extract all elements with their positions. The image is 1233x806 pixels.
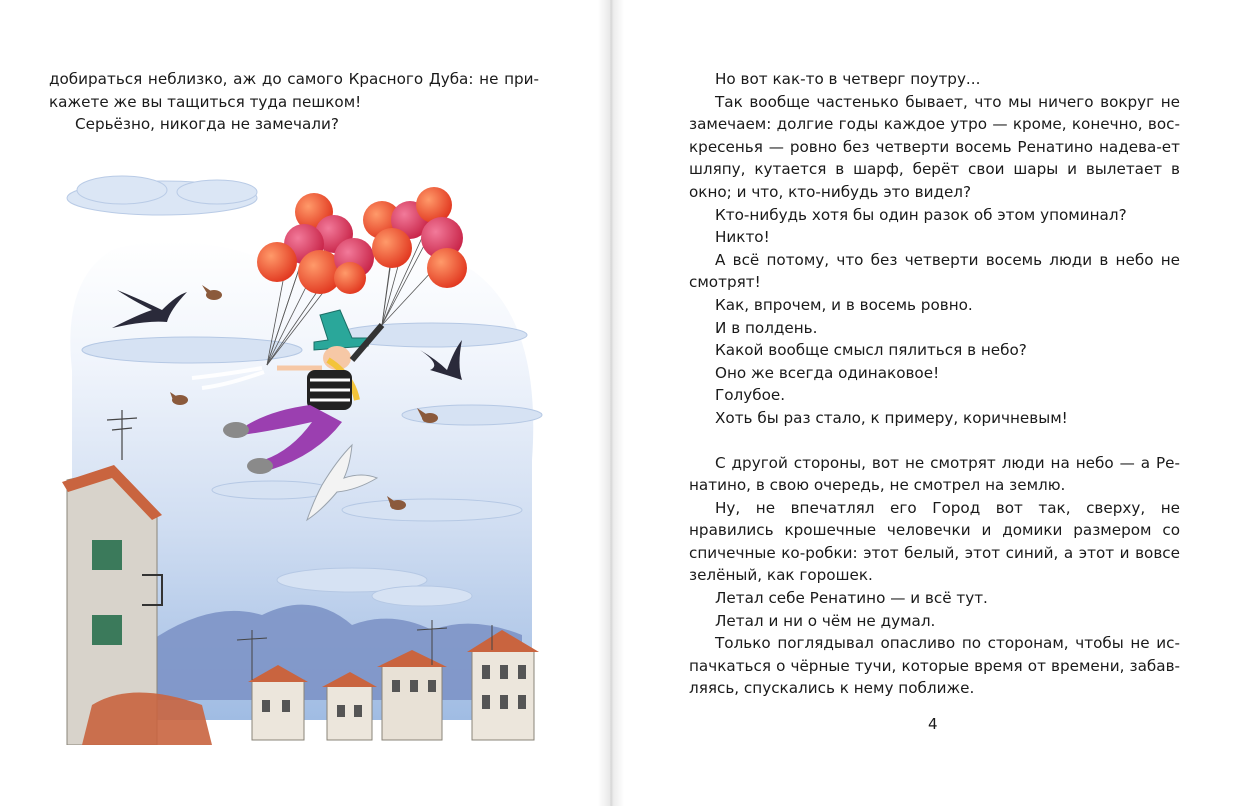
paragraph: Хоть бы раз стало, к примеру, коричневым!: [715, 408, 1068, 427]
paragraph: Только поглядывал опасливо по сторонам, чтобы не ис-пачкаться о чёрные тучи, которые время от времени, забав-ляясь, спускались к нему поближе.: [689, 634, 1180, 698]
cloud: [67, 176, 257, 215]
paragraph: А всё потому, что без четверти восемь люди в небо не смотрят!: [689, 250, 1180, 292]
balloon: [257, 242, 297, 282]
balloon-flight-illustration: [52, 160, 552, 745]
section-break: [689, 430, 1180, 452]
paragraph: Никто!: [715, 228, 770, 247]
paragraph: Летал себе Ренатино — и всё тут.: [715, 589, 988, 608]
shoe: [247, 458, 273, 474]
paragraph: Но вот как-то в четверг поутру...: [715, 70, 981, 88]
right-page-text: [689, 68, 1180, 700]
paragraph: Так вообще частенько бывает, что мы ничего вокруг не замечаем: долгие годы каждое утро — кроме, конечно, вос-кресенья — ровно без четверти восемь Ренатино надева-ет шляпу, кутается в шарф, берёт свои шары и вылетает в окно; и что, кто-нибудь это видел?: [689, 92, 1180, 201]
paragraph: И в полдень.: [715, 318, 818, 337]
paragraph: Летал и ни о чём не думал.: [715, 611, 936, 630]
paragraph: Оно же всегда одинаковое!: [715, 363, 940, 382]
page-number: 4: [928, 715, 938, 733]
paragraph: Голубое.: [715, 386, 786, 405]
left-page: [0, 0, 600, 806]
balloon: [372, 228, 412, 268]
paragraph: Серьёзно, никогда не замечали?: [75, 115, 339, 134]
right-page: [622, 0, 1233, 806]
balloon: [334, 262, 366, 294]
book-gutter: [598, 0, 624, 806]
paragraph: Кто-нибудь хотя бы один разок об этом упоминал?: [715, 205, 1127, 224]
balloon-bunch: [257, 187, 467, 294]
paragraph: добираться неблизко, аж до самого Красного Дуба: не при-кажете же вы тащиться туда пешком!: [49, 70, 539, 111]
paragraph: Ну, не впечатлял его Город вот так, сверху, не нравились крошечные человечки и домики размером со спичечные ко-робки: этот белый, этот синий, а этот и вовсе зелёный, как горошек.: [689, 498, 1180, 585]
balloon: [427, 248, 467, 288]
shoe: [223, 422, 249, 438]
paragraph: Какой вообще смысл пялиться в небо?: [715, 341, 1027, 360]
paragraph: Как, впрочем, и в восемь ровно.: [715, 295, 973, 314]
paragraph: С другой стороны, вот не смотрят люди на небо — а Ре-натино, в свою очередь, не смотрел на землю.: [689, 453, 1180, 495]
left-page-text: [49, 68, 539, 136]
